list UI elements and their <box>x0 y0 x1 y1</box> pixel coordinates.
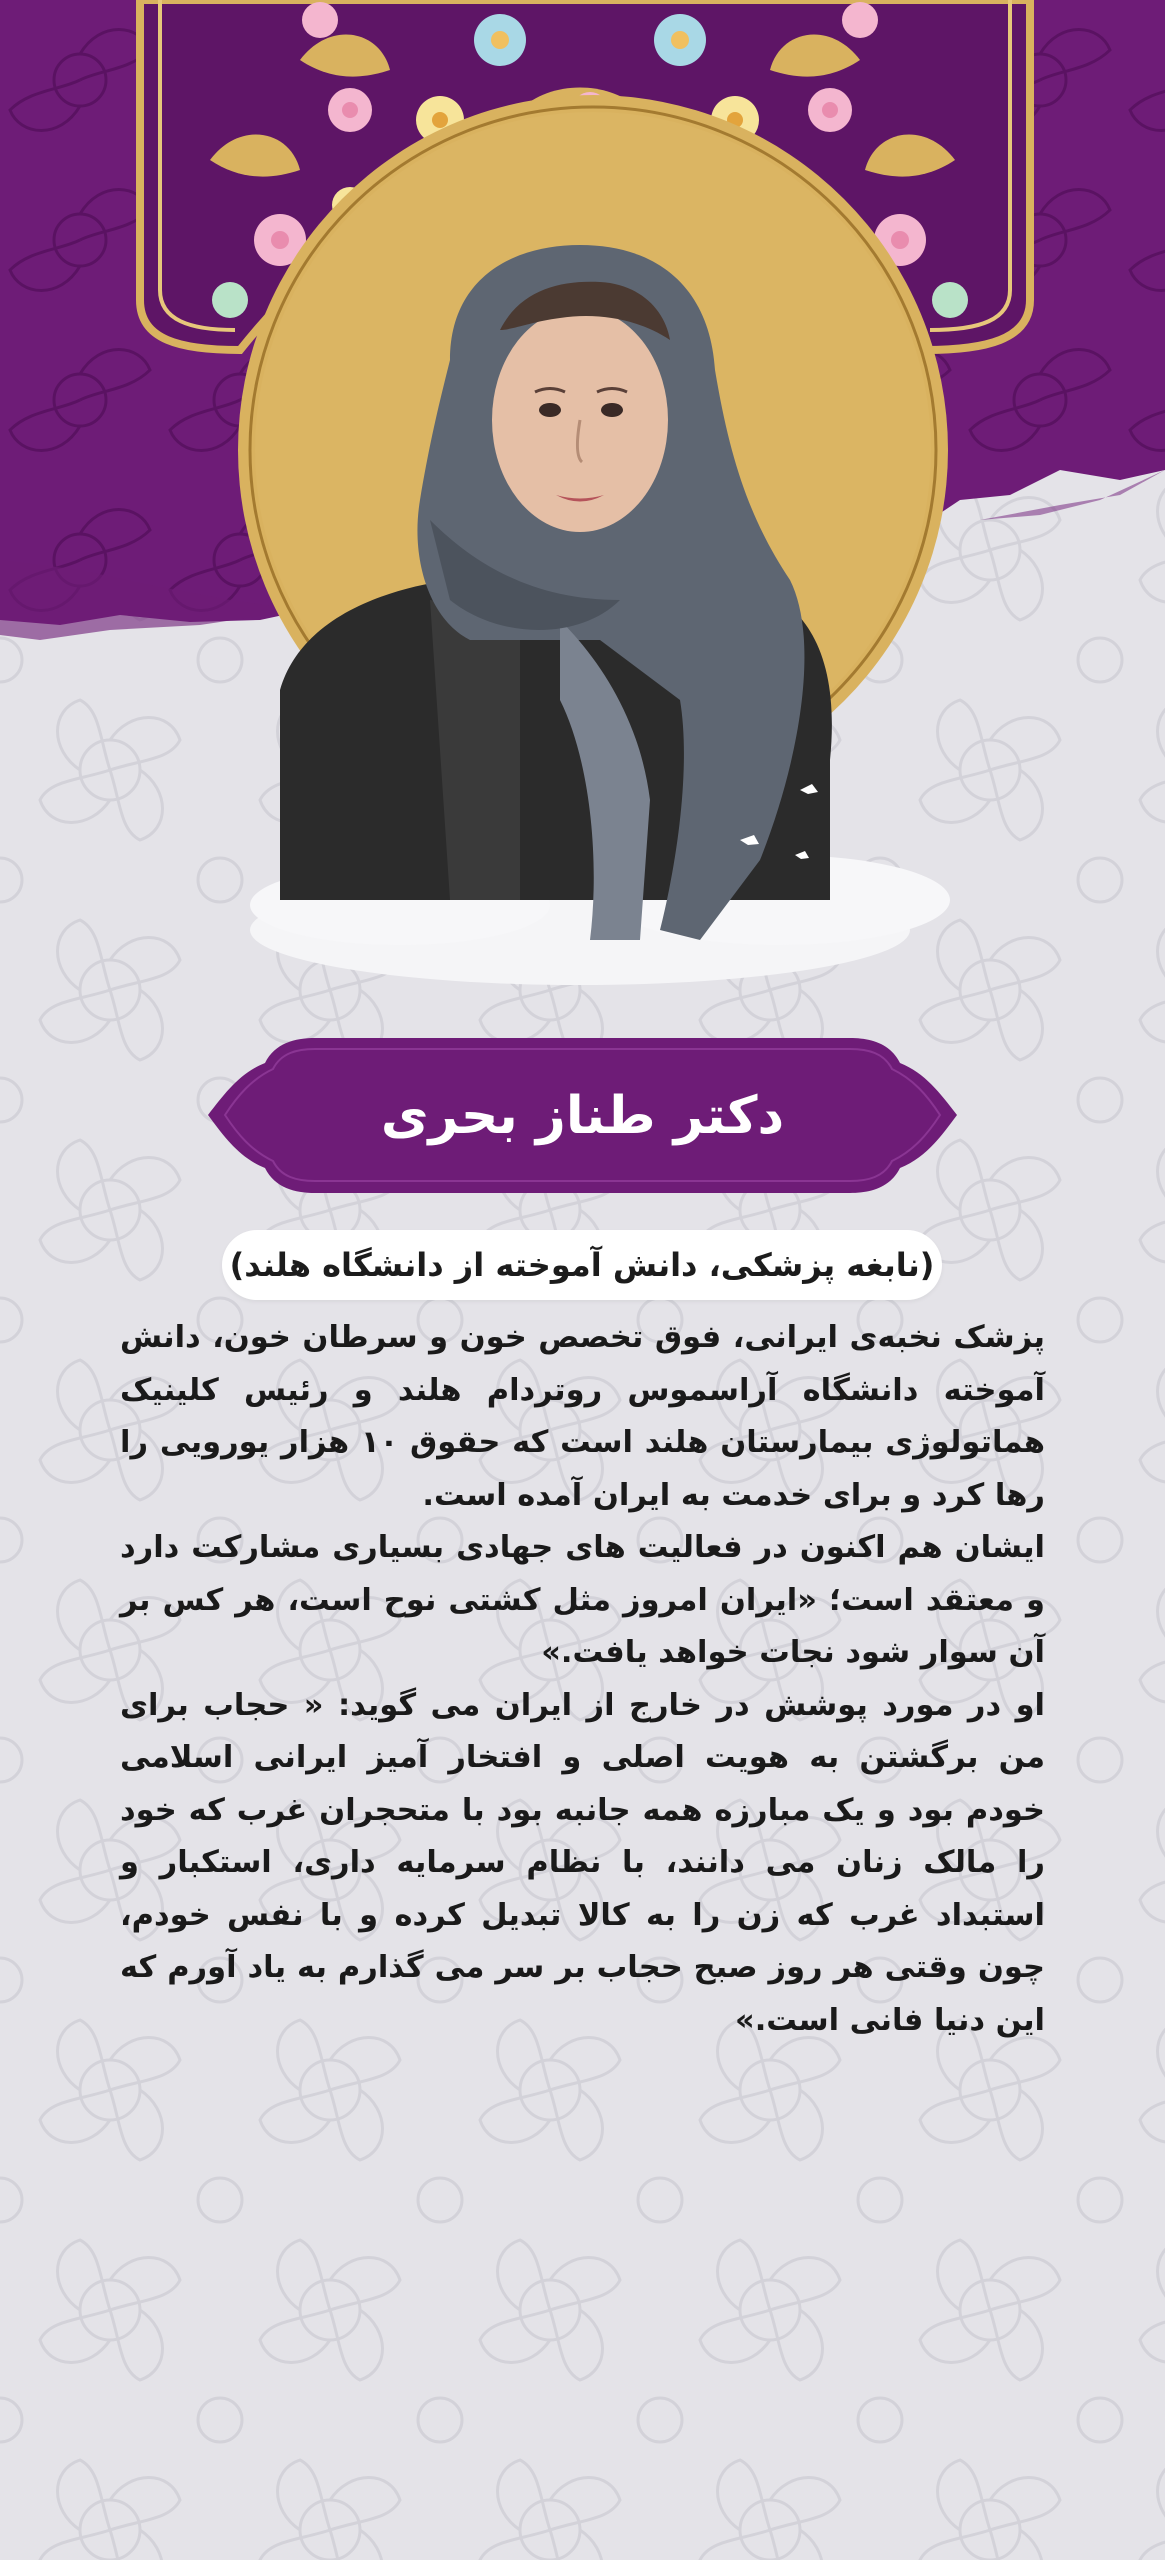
biography-paragraph-2: ایشان هم اکنون در فعالیت های جهادی بسیاری مشارکت دارد و معتقد است؛ «ایران امروز مثل کشتی نوح است، هر کس بر آن سوار شود نجات خواهد یافت.» <box>120 1530 1045 1670</box>
biography-text <box>120 1312 1045 2047</box>
person-subtitle: (نابغه پزشکی، دانش آموخته از دانشگاه هلند) <box>222 1230 942 1300</box>
person-name: دکتر طناز بحری <box>380 1085 785 1146</box>
biography-paragraph-1: پزشک نخبه‌ی ایرانی، فوق تخصص خون و سرطان خون، دانش آموخته دانشگاه آراسموس روتردام هلند و رئیس کلینیک هماتولوژی بیمارستان هلند است که حقوق ۱۰ هزار یورویی را رها کرد و برای خدمت به ایران آمده است. <box>120 1320 1045 1513</box>
biography-paragraph-3: او در مورد پوشش در خارج از ایران می گوید: « حجاب برای من برگشتن به هویت اصلی و افتخار آمیز ایرانی اسلامی خودم بود و یک مبارزه همه جانبه بود با متحجران غرب که خود را مالک زنان می دانند، با نظام سرمایه داری، استکبار و استبداد غرب که زن را به کالا تبدیل کرده و با نفس خودم، چون وقتی هر روز صبح حجاب بر سر می گذارم به یاد آورم که این دنیا فانی است.» <box>120 1687 1045 2038</box>
portrait-illustration <box>0 0 1165 1000</box>
